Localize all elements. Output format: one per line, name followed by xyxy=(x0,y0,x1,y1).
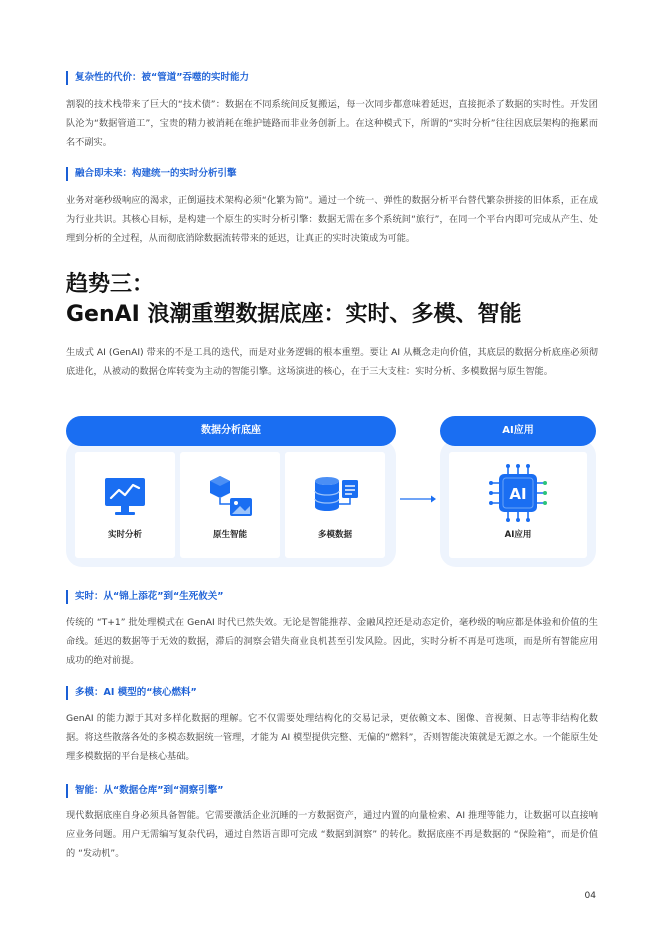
ai-chip-icon xyxy=(483,462,553,524)
section-body-fusion: 业务对毫秒级响应的渴求，正倒逼技术架构必须“化繁为简”。通过一个统一、弹性的数据分析平台替代繁杂拼接的旧体系，正在成为行业共识。其核心目标，是构建一个原生的实时分析引擎：数据无需在多个系统间“旅行”，在同一个平台内即可完成从产生、处理到分析的全过程，从而彻底消除数据流转带来的延迟，让真正的实时决策成为可能。 xyxy=(66,195,598,244)
page-number: 04 xyxy=(584,891,596,901)
card-native-intelligence xyxy=(180,452,280,558)
card-ai-app-label: AI应用 xyxy=(504,530,532,540)
arrow-right-icon xyxy=(400,494,436,504)
section-body-intelligence: 现代数据底座自身必须具备智能。它需要激活企业沉睡的一方数据资产，通过内置的向量检索、AI 推理等能力，让数据可以直接响应业务问题。用户无需编写复杂代码，通过自然语言即可完成 “数据到洞察” 的转化。数据底座不再是数据的 “保险箱”，而是价值的 “发动机”。 xyxy=(66,810,598,859)
section-heading-realtime: 实时：从“锦上添花”到“生死攸关” xyxy=(66,590,223,604)
card-multimodal xyxy=(285,452,385,558)
section-heading-intelligence: 智能：从“数据仓库”到“洞察引擎” xyxy=(66,784,223,798)
trend-title xyxy=(66,270,522,330)
card-ai-app xyxy=(449,452,587,558)
card-native-intelligence-label: 原生智能 xyxy=(212,530,247,540)
trend-title-line1: 趋势三： xyxy=(66,272,155,297)
section-body-complexity: 割裂的技术栈带来了巨大的“技术债”：数据在不同系统间反复搬运，每一次同步都意味着延迟，直接扼杀了数据的实时性。开发团队沦为“数据管道工”，宝贵的精力被消耗在维护链路而非业务创新上。在这种模式下，所谓的“实时分析”往往因底层架构的拖累而名不副实。 xyxy=(66,99,598,148)
ai-app-title: AI应用 xyxy=(440,416,596,446)
data-foundation-title: 数据分析底座 xyxy=(66,416,396,446)
section-heading-complexity: 复杂性的代价：被“管道”吞噬的实时能力 xyxy=(66,71,249,85)
trend-intro: 生成式 AI (GenAI) 带来的不是工具的迭代，而是对业务逻辑的根本重塑。要让 AI 从概念走向价值，其底层的数据分析底座必须彻底进化，从被动的数据仓库转变为主动的智能引擎。这场演进的核心，在于三大支柱：实时分析、多模数据与原生智能。 xyxy=(66,347,598,377)
card-realtime xyxy=(75,452,175,558)
database-doc-icon xyxy=(305,472,365,522)
card-multimodal-label: 多模数据 xyxy=(317,530,352,540)
ai-chip-text: AI xyxy=(509,485,527,503)
section-body-multimodal: GenAI 的能力源于其对多样化数据的理解。它不仅需要处理结构化的交易记录，更依赖文本、图像、音视频、日志等非结构化数据。将这些散落各处的多模态数据统一管理，才能为 AI 模型提供完整、无偏的“燃料”，否则智能决策就是无源之水。一个能原生处理多模数据的平台是核心基础。 xyxy=(66,713,598,762)
section-heading-fusion: 融合即未来：构建统一的实时分析引擎 xyxy=(66,167,237,181)
section-body-realtime: 传统的 “T+1” 批处理模式在 GenAI 时代已然失效。无论是智能推荐、金融风控还是动态定价，毫秒级的响应都是体验和价值的生命线。延迟的数据等于无效的数据，滞后的洞察会错失商业良机甚至引发风险。因此，实时分析不再是可选项，而是所有智能应用成功的绝对前提。 xyxy=(66,617,598,666)
cube-image-icon xyxy=(200,472,260,522)
card-realtime-label: 实时分析 xyxy=(107,530,142,540)
trend-title-line2: GenAI 浪潮重塑数据底座：实时、多模、智能 xyxy=(66,302,522,327)
monitor-chart-icon xyxy=(95,472,155,522)
section-heading-multimodal: 多模：AI 模型的“核心燃料” xyxy=(66,686,197,700)
